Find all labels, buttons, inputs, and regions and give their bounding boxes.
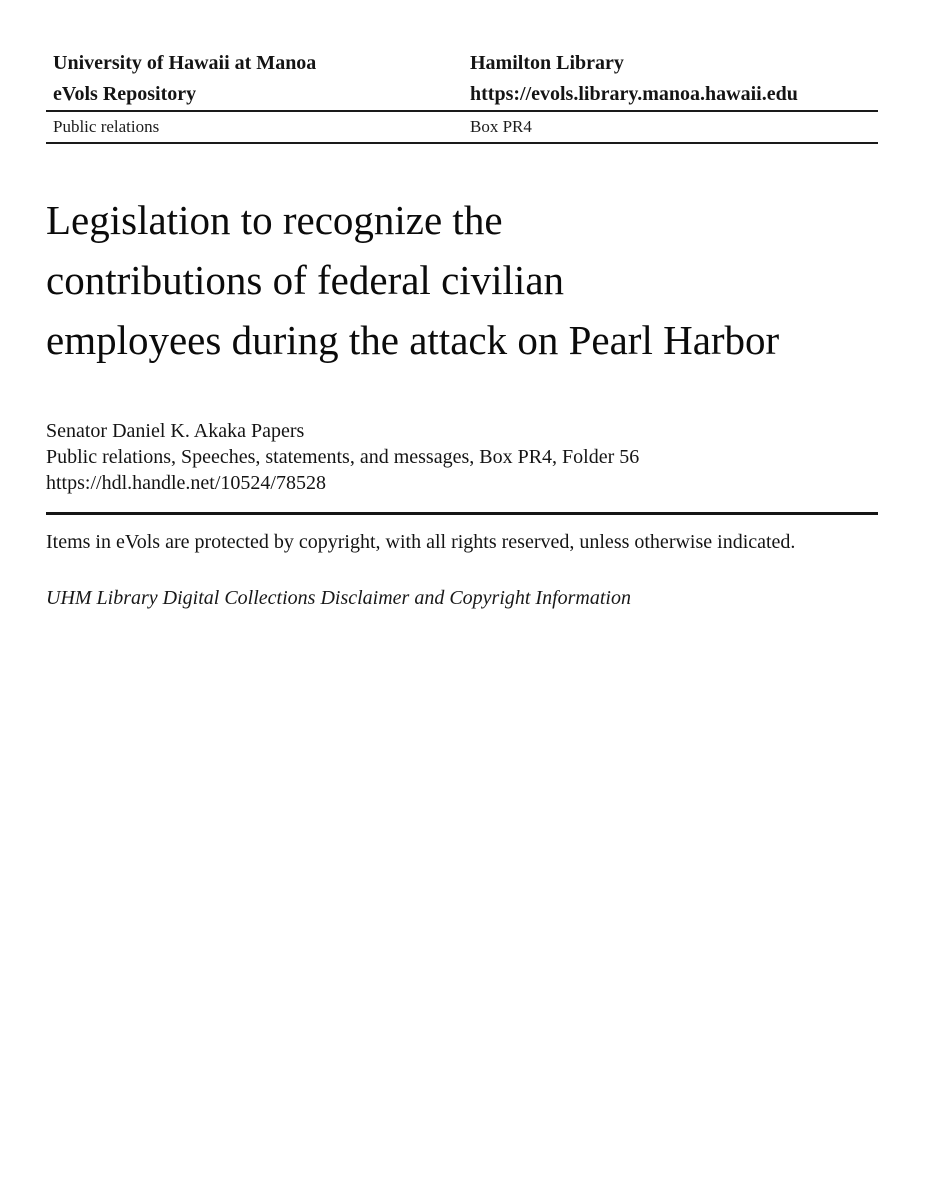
collection-name: Senator Daniel K. Akaka Papers [46, 420, 305, 442]
handle-url-link[interactable]: https://hdl.handle.net/10524/78528 [46, 472, 326, 494]
document-title-line-3: employees during the attack on Pearl Harbor [46, 317, 780, 363]
citation-block [46, 418, 878, 496]
rights-statement: Items in eVols are protected by copyright, with all rights reserved, unless otherwise indicated. [46, 531, 796, 553]
header-right-column [463, 48, 878, 110]
header-institution-row [46, 0, 878, 112]
footer-divider-rule [46, 512, 878, 515]
document-title-line-2: contributions of federal civilian [46, 257, 565, 303]
citation-location: Public relations, Speeches, statements, and messages, Box PR4, Folder 56 [46, 446, 640, 468]
header-left-column [46, 48, 463, 110]
document-title-line-1: Legislation to recognize the [46, 197, 503, 243]
library-name: Hamilton Library [470, 52, 624, 74]
document-title [46, 190, 878, 370]
series-label: Public relations [53, 117, 160, 136]
meta-right-cell [463, 113, 878, 140]
box-label: Box PR4 [470, 117, 532, 136]
disclaimer-copyright-link[interactable]: UHM Library Digital Collections Disclaimer and Copyright Information [46, 587, 631, 609]
meta-left-cell [46, 113, 463, 140]
header-meta-row [46, 112, 878, 144]
repository-name: eVols Repository [53, 83, 197, 105]
institution-name: University of Hawaii at Manoa [53, 52, 317, 74]
page-content [46, 0, 878, 611]
handle-line [46, 470, 878, 496]
repository-url-link[interactable]: https://evols.library.manoa.hawaii.edu [470, 83, 798, 105]
